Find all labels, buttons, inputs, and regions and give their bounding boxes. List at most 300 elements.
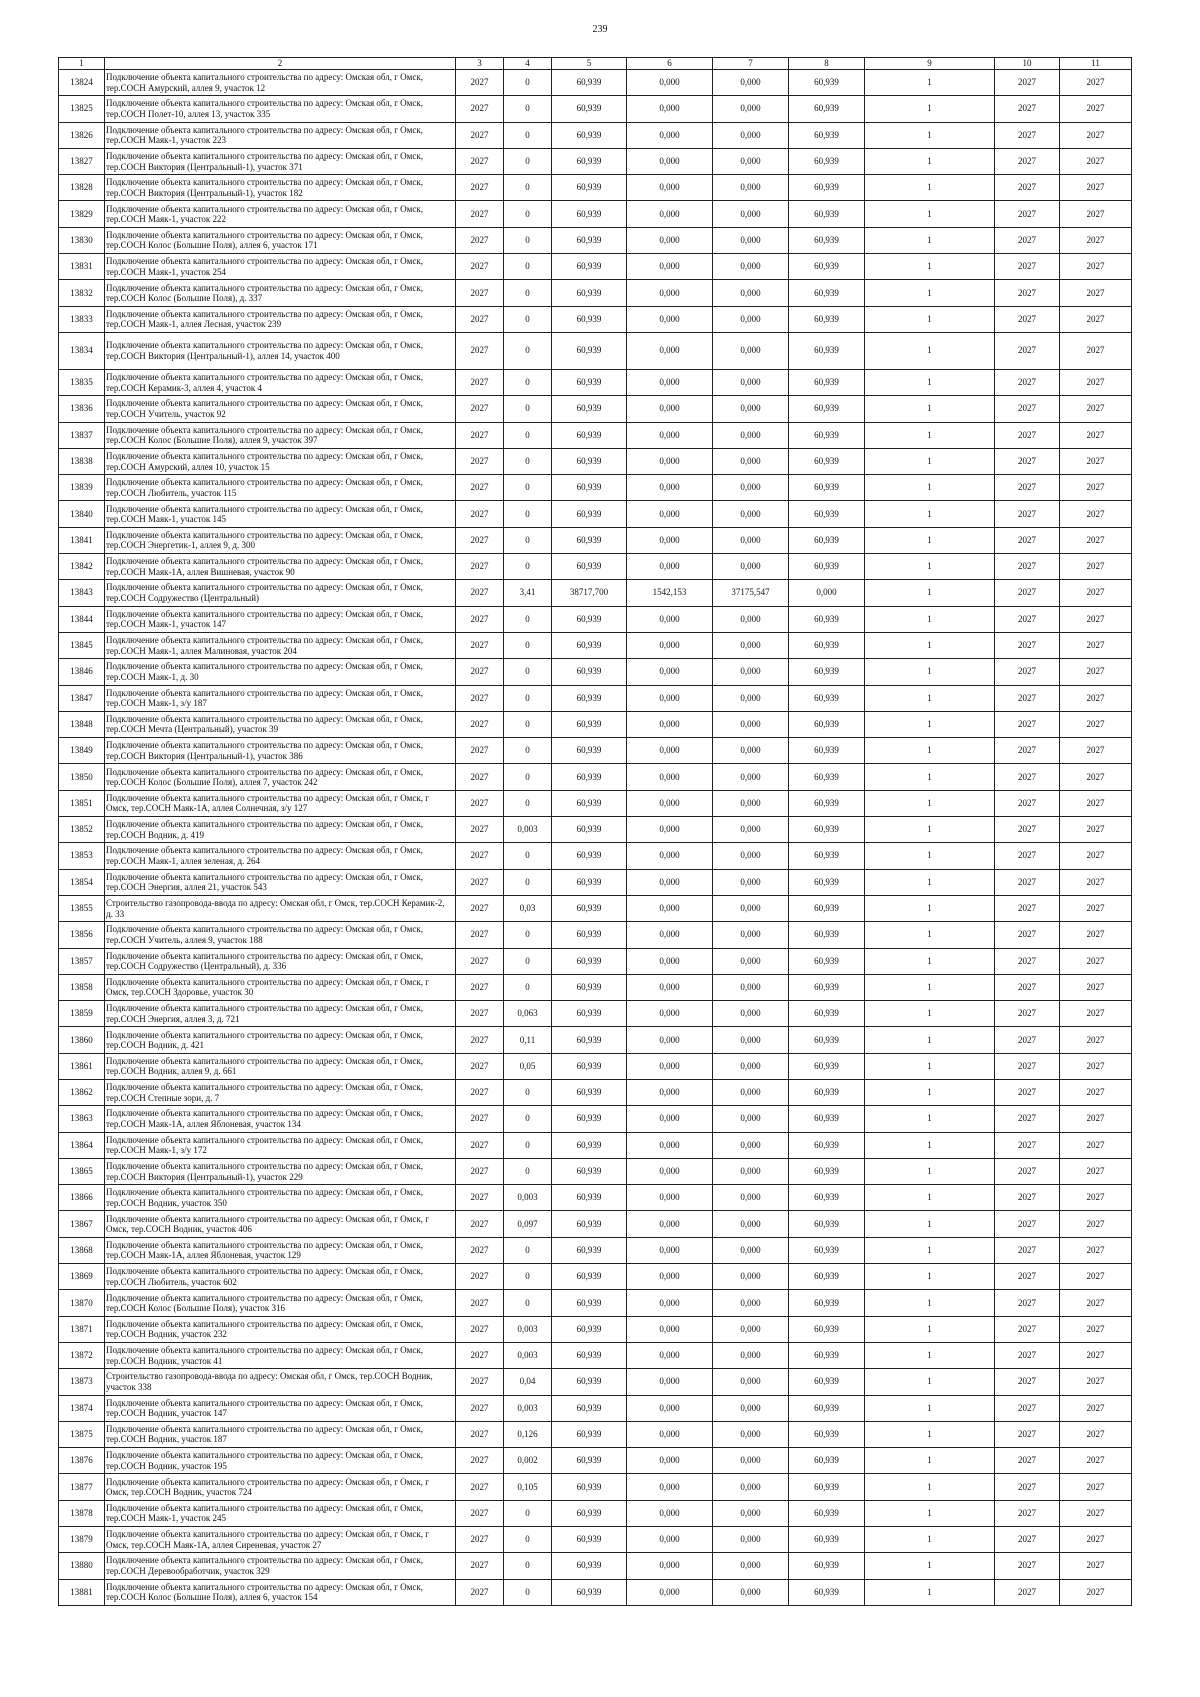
table-cell: 1 bbox=[865, 1027, 995, 1053]
table-row bbox=[59, 843, 1132, 869]
table-cell: 2027 bbox=[1060, 1158, 1132, 1184]
table-cell: 13866 bbox=[59, 1185, 105, 1211]
table-cell: 13873 bbox=[59, 1369, 105, 1395]
table-cell: 60,939 bbox=[552, 1527, 627, 1553]
table-cell: 13826 bbox=[59, 122, 105, 148]
table-cell: 0,000 bbox=[713, 817, 789, 843]
table-cell: 2027 bbox=[995, 1474, 1060, 1500]
table-cell: 2027 bbox=[456, 1369, 504, 1395]
table-cell: 60,939 bbox=[789, 448, 865, 474]
cell-description: Подключение объекта капитального строительства по адресу: Омская обл, г Омск, г Омск, тер.СОСН Водник, участок 724 bbox=[105, 1474, 456, 1500]
table-cell: 60,939 bbox=[552, 764, 627, 790]
table-cell: 2027 bbox=[456, 1053, 504, 1079]
table-cell: 60,939 bbox=[789, 475, 865, 501]
table-cell: 13868 bbox=[59, 1237, 105, 1263]
table-cell: 60,939 bbox=[552, 606, 627, 632]
table-cell: 2027 bbox=[456, 659, 504, 685]
cell-description: Подключение объекта капитального строительства по адресу: Омская обл, г Омск, тер.СОСН Маяк-1, аллея Лесная, участок 239 bbox=[105, 306, 456, 332]
table-cell: 60,939 bbox=[789, 1421, 865, 1447]
table-cell: 60,939 bbox=[789, 1579, 865, 1605]
table-cell: 0,000 bbox=[627, 1369, 713, 1395]
table-cell: 60,939 bbox=[789, 1290, 865, 1316]
table-cell: 60,939 bbox=[552, 632, 627, 658]
table-cell: 2027 bbox=[1060, 1027, 1132, 1053]
table-cell: 60,939 bbox=[552, 1448, 627, 1474]
table-cell: 2027 bbox=[1060, 1132, 1132, 1158]
table-row bbox=[59, 1369, 1132, 1395]
table-cell: 2027 bbox=[995, 554, 1060, 580]
table-cell: 1 bbox=[865, 1290, 995, 1316]
table-cell: 0,000 bbox=[627, 1421, 713, 1447]
table-cell: 0 bbox=[504, 527, 552, 553]
table-cell: 1 bbox=[865, 501, 995, 527]
table-cell: 13880 bbox=[59, 1553, 105, 1579]
cell-description: Подключение объекта капитального строительства по адресу: Омская обл, г Омск, тер.СОСН Водник, д. 419 bbox=[105, 817, 456, 843]
table-cell: 60,939 bbox=[789, 175, 865, 201]
table-cell: 60,939 bbox=[789, 527, 865, 553]
table-cell: 2027 bbox=[456, 1316, 504, 1342]
table-cell: 2027 bbox=[1060, 1106, 1132, 1132]
table-cell: 60,939 bbox=[552, 332, 627, 369]
table-cell: 2027 bbox=[1060, 580, 1132, 606]
table-cell: 0 bbox=[504, 254, 552, 280]
table-cell: 13867 bbox=[59, 1211, 105, 1237]
table-cell: 3,41 bbox=[504, 580, 552, 606]
table-cell: 13862 bbox=[59, 1079, 105, 1105]
table-cell: 60,939 bbox=[552, 475, 627, 501]
table-cell: 2027 bbox=[1060, 1237, 1132, 1263]
table-cell: 1 bbox=[865, 148, 995, 174]
table-cell: 0,000 bbox=[713, 332, 789, 369]
table-cell: 1 bbox=[865, 1158, 995, 1184]
table-cell: 0,000 bbox=[627, 332, 713, 369]
table-cell: 60,939 bbox=[789, 1185, 865, 1211]
cell-description: Подключение объекта капитального строительства по адресу: Омская обл, г Омск, тер.СОСН Маяк-1, участок 254 bbox=[105, 254, 456, 280]
table-cell: 13843 bbox=[59, 580, 105, 606]
table-cell: 2027 bbox=[995, 280, 1060, 306]
table-cell: 0,000 bbox=[713, 254, 789, 280]
table-cell: 60,939 bbox=[552, 175, 627, 201]
table-cell: 1 bbox=[865, 1395, 995, 1421]
table-cell: 2027 bbox=[1060, 1500, 1132, 1526]
table-cell: 0,000 bbox=[627, 280, 713, 306]
table-cell: 0,002 bbox=[504, 1448, 552, 1474]
table-cell: 60,939 bbox=[789, 1316, 865, 1342]
table-cell: 2027 bbox=[995, 817, 1060, 843]
table-cell: 0,000 bbox=[713, 1448, 789, 1474]
table-cell: 60,939 bbox=[789, 332, 865, 369]
table-cell: 0 bbox=[504, 632, 552, 658]
table-cell: 13832 bbox=[59, 280, 105, 306]
table-cell: 0,000 bbox=[627, 1264, 713, 1290]
column-header: 8 bbox=[789, 58, 865, 70]
table-cell: 13864 bbox=[59, 1132, 105, 1158]
table-cell: 1 bbox=[865, 606, 995, 632]
table-row bbox=[59, 254, 1132, 280]
table-row bbox=[59, 1237, 1132, 1263]
cell-description: Подключение объекта капитального строительства по адресу: Омская обл, г Омск, тер.СОСН Водник, участок 147 bbox=[105, 1395, 456, 1421]
table-cell: 0,000 bbox=[713, 396, 789, 422]
table-cell: 2027 bbox=[456, 1579, 504, 1605]
data-table bbox=[58, 57, 1132, 1606]
table-cell: 60,939 bbox=[552, 1553, 627, 1579]
table-cell: 2027 bbox=[456, 974, 504, 1000]
table-cell: 2027 bbox=[456, 422, 504, 448]
column-header: 3 bbox=[456, 58, 504, 70]
table-cell: 0,000 bbox=[627, 1106, 713, 1132]
table-cell: 0 bbox=[504, 1132, 552, 1158]
table-cell: 0,000 bbox=[627, 175, 713, 201]
table-cell: 2027 bbox=[995, 369, 1060, 395]
table-cell: 2027 bbox=[456, 396, 504, 422]
table-cell: 0 bbox=[504, 1527, 552, 1553]
table-cell: 2027 bbox=[995, 1264, 1060, 1290]
table-cell: 2027 bbox=[995, 70, 1060, 96]
table-cell: 1 bbox=[865, 632, 995, 658]
table-cell: 13842 bbox=[59, 554, 105, 580]
table-cell: 2027 bbox=[995, 201, 1060, 227]
table-cell: 0,000 bbox=[713, 1290, 789, 1316]
table-cell: 0 bbox=[504, 306, 552, 332]
table-cell: 2027 bbox=[1060, 175, 1132, 201]
table-row bbox=[59, 227, 1132, 253]
table-row bbox=[59, 1290, 1132, 1316]
table-cell: 1 bbox=[865, 1237, 995, 1263]
cell-description: Подключение объекта капитального строительства по адресу: Омская обл, г Омск, г Омск, тер.СОСН Маяк-1А, аллея Сиреневая, участок 27 bbox=[105, 1527, 456, 1553]
table-row bbox=[59, 332, 1132, 369]
table-cell: 2027 bbox=[456, 606, 504, 632]
table-cell: 0,000 bbox=[627, 606, 713, 632]
table-cell: 2027 bbox=[1060, 306, 1132, 332]
table-cell: 0,000 bbox=[713, 1395, 789, 1421]
table-cell: 0,000 bbox=[627, 527, 713, 553]
table-cell: 60,939 bbox=[789, 148, 865, 174]
cell-description: Подключение объекта капитального строительства по адресу: Омская обл, г Омск, тер.СОСН Виктория (Центральный-1), участок 229 bbox=[105, 1158, 456, 1184]
table-cell: 0 bbox=[504, 922, 552, 948]
table-cell: 0 bbox=[504, 280, 552, 306]
table-cell: 2027 bbox=[456, 1264, 504, 1290]
table-cell: 2027 bbox=[456, 632, 504, 658]
table-cell: 13881 bbox=[59, 1579, 105, 1605]
table-cell: 2027 bbox=[456, 501, 504, 527]
table-cell: 2027 bbox=[1060, 711, 1132, 737]
table-cell: 0 bbox=[504, 369, 552, 395]
table-cell: 0,000 bbox=[713, 1079, 789, 1105]
table-cell: 0,000 bbox=[627, 764, 713, 790]
table-row bbox=[59, 422, 1132, 448]
table-cell: 60,939 bbox=[552, 711, 627, 737]
table-cell: 0 bbox=[504, 475, 552, 501]
table-cell: 0 bbox=[504, 738, 552, 764]
cell-description: Подключение объекта капитального строительства по адресу: Омская обл, г Омск, тер.СОСН Маяк-1, участок 245 bbox=[105, 1500, 456, 1526]
table-cell: 0,000 bbox=[713, 1132, 789, 1158]
cell-description: Подключение объекта капитального строительства по адресу: Омская обл, г Омск, тер.СОСН Учитель, аллея 9, участок 188 bbox=[105, 922, 456, 948]
table-row bbox=[59, 396, 1132, 422]
table-cell: 60,939 bbox=[552, 201, 627, 227]
table-cell: 2027 bbox=[995, 122, 1060, 148]
table-cell: 13850 bbox=[59, 764, 105, 790]
cell-description: Подключение объекта капитального строительства по адресу: Омская обл, г Омск, г Омск, тер.СОСН Маяк-1А, аллея Солнечная, з/у 127 bbox=[105, 790, 456, 816]
table-cell: 0,000 bbox=[713, 738, 789, 764]
table-cell: 60,939 bbox=[789, 306, 865, 332]
table-cell: 2027 bbox=[995, 475, 1060, 501]
table-cell: 2027 bbox=[1060, 280, 1132, 306]
table-cell: 0,000 bbox=[713, 122, 789, 148]
table-cell: 60,939 bbox=[789, 974, 865, 1000]
cell-description: Подключение объекта капитального строительства по адресу: Омская обл, г Омск, тер.СОСН Амурский, аллея 10, участок 15 bbox=[105, 448, 456, 474]
table-cell: 60,939 bbox=[552, 122, 627, 148]
table-cell: 1 bbox=[865, 1527, 995, 1553]
table-cell: 60,939 bbox=[552, 1079, 627, 1105]
table-cell: 1 bbox=[865, 554, 995, 580]
table-cell: 2027 bbox=[995, 869, 1060, 895]
cell-description: Подключение объекта капитального строительства по адресу: Омская обл, г Омск, тер.СОСН Колос (Большие Поля), участок 316 bbox=[105, 1290, 456, 1316]
cell-description: Подключение объекта капитального строительства по адресу: Омская обл, г Омск, тер.СОСН Маяк-1А, аллея Яблоневая, участок 134 bbox=[105, 1106, 456, 1132]
table-row bbox=[59, 580, 1132, 606]
table-cell: 60,939 bbox=[552, 396, 627, 422]
table-cell: 2027 bbox=[995, 1106, 1060, 1132]
table-cell: 2027 bbox=[995, 1211, 1060, 1237]
table-row bbox=[59, 175, 1132, 201]
table-row bbox=[59, 1316, 1132, 1342]
table-cell: 60,939 bbox=[789, 790, 865, 816]
table-row bbox=[59, 475, 1132, 501]
table-cell: 2027 bbox=[1060, 254, 1132, 280]
table-cell: 0,063 bbox=[504, 1001, 552, 1027]
table-cell: 0,000 bbox=[713, 280, 789, 306]
table-cell: 60,939 bbox=[552, 1132, 627, 1158]
table-cell: 1 bbox=[865, 1369, 995, 1395]
table-cell: 0,000 bbox=[713, 501, 789, 527]
table-cell: 0 bbox=[504, 422, 552, 448]
table-cell: 60,939 bbox=[789, 764, 865, 790]
table-cell: 60,939 bbox=[789, 1369, 865, 1395]
table-row bbox=[59, 1132, 1132, 1158]
cell-description: Подключение объекта капитального строительства по адресу: Омская обл, г Омск, тер.СОСН Любитель, участок 115 bbox=[105, 475, 456, 501]
cell-description: Подключение объекта капитального строительства по адресу: Омская обл, г Омск, тер.СОСН Колос (Большие Поля), аллея 7, участок 242 bbox=[105, 764, 456, 790]
table-cell: 60,939 bbox=[552, 1395, 627, 1421]
table-cell: 2027 bbox=[456, 332, 504, 369]
table-cell: 0 bbox=[504, 1290, 552, 1316]
table-cell: 2027 bbox=[1060, 448, 1132, 474]
table-cell: 2027 bbox=[995, 1132, 1060, 1158]
table-cell: 13872 bbox=[59, 1342, 105, 1368]
table-cell: 1542,153 bbox=[627, 580, 713, 606]
cell-description: Подключение объекта капитального строительства по адресу: Омская обл, г Омск, тер.СОСН Виктория (Центральный-1), участок 386 bbox=[105, 738, 456, 764]
table-cell: 60,939 bbox=[789, 369, 865, 395]
cell-description: Подключение объекта капитального строительства по адресу: Омская обл, г Омск, тер.СОСН Маяк-1, з/у 187 bbox=[105, 685, 456, 711]
cell-description: Подключение объекта капитального строительства по адресу: Омская обл, г Омск, тер.СОСН Водник, д. 421 bbox=[105, 1027, 456, 1053]
table-cell: 0,000 bbox=[713, 790, 789, 816]
table-cell: 0 bbox=[504, 175, 552, 201]
table-cell: 13865 bbox=[59, 1158, 105, 1184]
table-cell: 2027 bbox=[995, 501, 1060, 527]
table-cell: 2027 bbox=[995, 738, 1060, 764]
table-cell: 13845 bbox=[59, 632, 105, 658]
table-row bbox=[59, 554, 1132, 580]
table-cell: 2027 bbox=[995, 1448, 1060, 1474]
table-cell: 13831 bbox=[59, 254, 105, 280]
table-cell: 60,939 bbox=[789, 1001, 865, 1027]
table-cell: 60,939 bbox=[552, 790, 627, 816]
table-cell: 60,939 bbox=[789, 1211, 865, 1237]
table-cell: 2027 bbox=[456, 843, 504, 869]
table-cell: 1 bbox=[865, 1106, 995, 1132]
table-row bbox=[59, 122, 1132, 148]
cell-description: Подключение объекта капитального строительства по адресу: Омская обл, г Омск, тер.СОСН Виктория (Центральный-1), аллея 14, участок 400 bbox=[105, 332, 456, 369]
cell-description: Подключение объекта капитального строительства по адресу: Омская обл, г Омск, тер.СОСН Маяк-1, участок 147 bbox=[105, 606, 456, 632]
table-cell: 60,939 bbox=[789, 1079, 865, 1105]
table-cell: 1 bbox=[865, 1342, 995, 1368]
table-cell: 0,000 bbox=[713, 711, 789, 737]
table-cell: 2027 bbox=[995, 227, 1060, 253]
table-cell: 60,939 bbox=[552, 280, 627, 306]
table-cell: 2027 bbox=[1060, 1448, 1132, 1474]
table-cell: 1 bbox=[865, 280, 995, 306]
table-cell: 0 bbox=[504, 1079, 552, 1105]
table-cell: 1 bbox=[865, 448, 995, 474]
table-cell: 0,000 bbox=[627, 1290, 713, 1316]
table-cell: 0,000 bbox=[713, 922, 789, 948]
table-cell: 2027 bbox=[1060, 1395, 1132, 1421]
table-cell: 2027 bbox=[995, 1290, 1060, 1316]
table-cell: 13825 bbox=[59, 96, 105, 122]
table-cell: 60,939 bbox=[789, 70, 865, 96]
table-cell: 60,939 bbox=[552, 922, 627, 948]
table-cell: 0,000 bbox=[627, 1342, 713, 1368]
table-cell: 2027 bbox=[456, 817, 504, 843]
table-cell: 60,939 bbox=[552, 659, 627, 685]
table-row bbox=[59, 501, 1132, 527]
cell-description: Строительство газопровода-ввода по адресу: Омская обл, г Омск, тер.СОСН Водник, участок 338 bbox=[105, 1369, 456, 1395]
table-cell: 0,05 bbox=[504, 1053, 552, 1079]
table-cell: 0,000 bbox=[713, 1264, 789, 1290]
cell-description: Подключение объекта капитального строительства по адресу: Омская обл, г Омск, тер.СОСН Учитель, участок 92 bbox=[105, 396, 456, 422]
table-cell: 0,000 bbox=[627, 1001, 713, 1027]
table-cell: 2027 bbox=[456, 1421, 504, 1447]
table-cell: 2027 bbox=[995, 1553, 1060, 1579]
table-cell: 60,939 bbox=[789, 659, 865, 685]
table-cell: 2027 bbox=[456, 869, 504, 895]
table-cell: 2027 bbox=[1060, 148, 1132, 174]
cell-description: Подключение объекта капитального строительства по адресу: Омская обл, г Омск, тер.СОСН Водник, участок 187 bbox=[105, 1421, 456, 1447]
table-cell: 13833 bbox=[59, 306, 105, 332]
table-cell: 0 bbox=[504, 396, 552, 422]
cell-description: Подключение объекта капитального строительства по адресу: Омская обл, г Омск, тер.СОСН Колос (Большие Поля), аллея 6, участок 171 bbox=[105, 227, 456, 253]
table-cell: 60,939 bbox=[789, 1264, 865, 1290]
table-cell: 0 bbox=[504, 148, 552, 174]
column-header: 1 bbox=[59, 58, 105, 70]
table-cell: 1 bbox=[865, 1553, 995, 1579]
table-cell: 0,000 bbox=[627, 254, 713, 280]
table-cell: 2027 bbox=[456, 711, 504, 737]
table-cell: 2027 bbox=[1060, 527, 1132, 553]
table-cell: 2027 bbox=[456, 369, 504, 395]
table-cell: 0,000 bbox=[713, 201, 789, 227]
table-row bbox=[59, 306, 1132, 332]
table-cell: 60,939 bbox=[552, 96, 627, 122]
table-row bbox=[59, 1395, 1132, 1421]
table-cell: 2027 bbox=[995, 1316, 1060, 1342]
table-cell: 60,939 bbox=[789, 632, 865, 658]
column-header: 2 bbox=[105, 58, 456, 70]
table-cell: 2027 bbox=[456, 1448, 504, 1474]
table-cell: 0 bbox=[504, 201, 552, 227]
table-cell: 0,000 bbox=[627, 632, 713, 658]
table-cell: 0,003 bbox=[504, 1342, 552, 1368]
table-cell: 13828 bbox=[59, 175, 105, 201]
table-cell: 2027 bbox=[1060, 396, 1132, 422]
table-cell: 60,939 bbox=[789, 1448, 865, 1474]
table-cell: 2027 bbox=[1060, 1553, 1132, 1579]
table-cell: 2027 bbox=[1060, 922, 1132, 948]
table-row bbox=[59, 280, 1132, 306]
table-cell: 2027 bbox=[995, 175, 1060, 201]
cell-description: Подключение объекта капитального строительства по адресу: Омская обл, г Омск, тер.СОСН Маяк-1, з/у 172 bbox=[105, 1132, 456, 1158]
table-cell: 0,000 bbox=[713, 1158, 789, 1184]
table-cell: 0,000 bbox=[713, 148, 789, 174]
table-cell: 2027 bbox=[456, 475, 504, 501]
table-cell: 2027 bbox=[995, 1369, 1060, 1395]
table-row bbox=[59, 606, 1132, 632]
table-cell: 13876 bbox=[59, 1448, 105, 1474]
table-cell: 2027 bbox=[1060, 869, 1132, 895]
table-cell: 2027 bbox=[995, 148, 1060, 174]
column-header: 5 bbox=[552, 58, 627, 70]
table-cell: 1 bbox=[865, 790, 995, 816]
table-cell: 1 bbox=[865, 1316, 995, 1342]
table-cell: 0,000 bbox=[713, 1474, 789, 1500]
table-cell: 0,000 bbox=[713, 948, 789, 974]
table-cell: 1 bbox=[865, 738, 995, 764]
table-cell: 2027 bbox=[995, 1500, 1060, 1526]
table-cell: 0,000 bbox=[627, 148, 713, 174]
table-cell: 1 bbox=[865, 1264, 995, 1290]
table-cell: 1 bbox=[865, 201, 995, 227]
table-cell: 0,000 bbox=[713, 1421, 789, 1447]
table-cell: 0,000 bbox=[627, 1158, 713, 1184]
table-cell: 2027 bbox=[456, 227, 504, 253]
cell-description: Подключение объекта капитального строительства по адресу: Омская обл, г Омск, тер.СОСН Любитель, участок 602 bbox=[105, 1264, 456, 1290]
table-cell: 0 bbox=[504, 843, 552, 869]
table-row bbox=[59, 1211, 1132, 1237]
table-cell: 0,000 bbox=[713, 895, 789, 921]
table-cell: 2027 bbox=[1060, 659, 1132, 685]
table-cell: 2027 bbox=[1060, 685, 1132, 711]
table-cell: 2027 bbox=[456, 1211, 504, 1237]
cell-description: Подключение объекта капитального строительства по адресу: Омская обл, г Омск, тер.СОСН Колос (Большие Поля), аллея 6, участок 154 bbox=[105, 1579, 456, 1605]
table-cell: 60,939 bbox=[789, 1106, 865, 1132]
table-cell: 0,126 bbox=[504, 1421, 552, 1447]
table-cell: 2027 bbox=[456, 1079, 504, 1105]
table-cell: 0,000 bbox=[627, 1316, 713, 1342]
table-row bbox=[59, 1421, 1132, 1447]
table-cell: 1 bbox=[865, 332, 995, 369]
table-cell: 0 bbox=[504, 501, 552, 527]
cell-description: Подключение объекта капитального строительства по адресу: Омская обл, г Омск, тер.СОСН Маяк-1А, аллея Вишневая, участок 90 bbox=[105, 554, 456, 580]
table-cell: 0,000 bbox=[713, 1316, 789, 1342]
table-cell: 2027 bbox=[456, 148, 504, 174]
table-cell: 1 bbox=[865, 1448, 995, 1474]
table-cell: 0 bbox=[504, 96, 552, 122]
table-cell: 60,939 bbox=[552, 306, 627, 332]
table-row bbox=[59, 738, 1132, 764]
table-cell: 1 bbox=[865, 422, 995, 448]
table-cell: 0,003 bbox=[504, 1395, 552, 1421]
table-cell: 1 bbox=[865, 227, 995, 253]
table-row bbox=[59, 1579, 1132, 1605]
table-cell: 0,000 bbox=[627, 1395, 713, 1421]
